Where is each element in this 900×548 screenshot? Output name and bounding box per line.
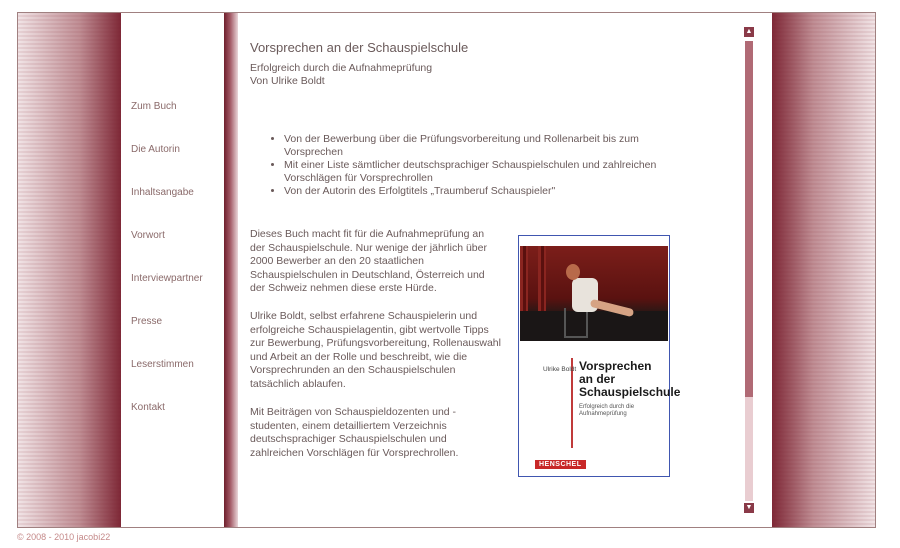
page-title: Vorsprechen an der Schauspielschule	[250, 40, 469, 55]
cover-title-line: Vorsprechen	[579, 359, 652, 373]
nav-item-inhaltsangabe[interactable]: Inhaltsangabe	[131, 187, 194, 198]
cover-subtitle-line: Aufnahmeprüfung	[579, 411, 627, 417]
feature-item: • Von der Bewerbung über die Prüfungsvorbereitung und Rollenarbeit bis zum Vorsprechen	[284, 133, 684, 159]
cover-title-line: Schauspielschule	[579, 385, 681, 399]
nav-item-leserstimmen[interactable]: Leserstimmen	[131, 359, 194, 370]
copyright-footer: © 2008 - 2010 jacobi22	[17, 532, 111, 542]
nav-item-die-autorin[interactable]: Die Autorin	[131, 144, 180, 155]
arrow-down-icon[interactable]: ▼	[745, 504, 753, 511]
cover-author: Ulrike Boldt	[543, 366, 577, 373]
nav-item-vorwort[interactable]: Vorwort	[131, 230, 165, 241]
cover-subtitle-line: Erfolgreich durch die	[579, 404, 635, 410]
content-scrollbar[interactable]	[744, 27, 754, 515]
main-content	[250, 13, 740, 527]
sidebar-nav	[121, 13, 224, 527]
cover-title	[579, 360, 680, 399]
publisher-logo: HENSCHEL	[535, 460, 586, 469]
nav-divider	[224, 13, 238, 527]
author-line: Von Ulrike Boldt	[250, 75, 325, 87]
cover-title-line: an der	[579, 372, 616, 386]
nav-item-presse[interactable]: Presse	[131, 316, 163, 327]
nav-item-zum-buch[interactable]: Zum Buch	[131, 101, 177, 112]
book-cover	[518, 235, 681, 477]
feature-item: • Von der Autorin des Erfolgtitels „Traumberuf Schauspieler"	[284, 185, 684, 198]
scrollbar-thumb[interactable]	[745, 41, 753, 397]
subtitle-text: Erfolgreich durch die Aufnahmeprüfung	[250, 62, 433, 74]
nav-item-kontakt[interactable]: Kontakt	[131, 402, 165, 413]
feature-list	[270, 133, 684, 198]
page-frame	[17, 12, 876, 528]
nav-item-interviewpartner[interactable]: Interviewpartner	[131, 273, 203, 284]
feature-item: • Mit einer Liste sämtlicher deutschsprachiger Schauspielschulen und zahlreichen Vorschlägen für Vorsprechrollen	[284, 159, 684, 185]
page-subtitle	[250, 62, 432, 88]
description-paragraph: Ulrike Boldt, selbst erfahrene Schauspielerin und erfolgreiche Schauspielagentin, gibt wertvolle Tipps zur Bewerbung, Prüfungsvorbereitung, Rollenauswahl und Arbeit an der Rolle und beschreibt, wie die Vorsprechrunden an den Schauspielschulen tatsächlich ablaufen.	[250, 310, 501, 390]
cover-subtitle	[579, 404, 659, 418]
left-decorative-stripe	[18, 13, 121, 527]
right-decorative-stripe	[772, 13, 875, 527]
description-paragraph: Mit Beiträgen von Schauspieldozenten und -studenten, einem detailliertem Verzeichnis deutschsprachiger Schauspielschulen und zahlreichen Vorschlägen für Vorsprechrollen.	[250, 406, 459, 459]
cover-photo	[520, 246, 668, 341]
description-paragraph: Dieses Buch macht fit für die Aufnahmeprüfung an der Schauspielschule. Nur wenige der jährlich über 2000 Bewerber an den 20 staatlichen Schauspielschulen in Deutschland, Österreich und der Schweiz nehmen diese erste Hürde.	[250, 228, 487, 294]
arrow-up-icon[interactable]: ▲	[745, 28, 753, 35]
